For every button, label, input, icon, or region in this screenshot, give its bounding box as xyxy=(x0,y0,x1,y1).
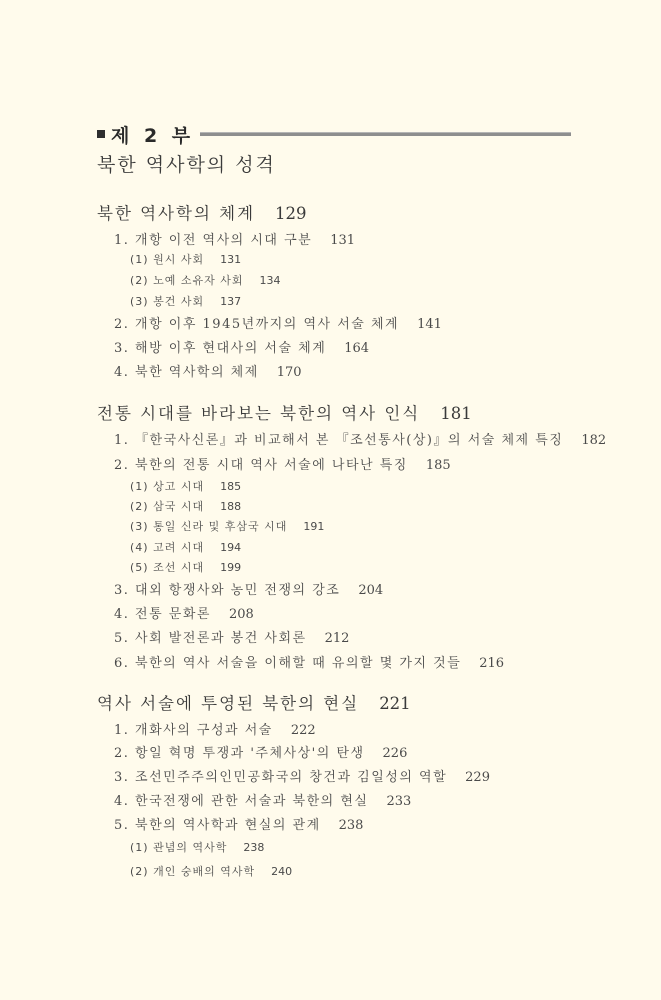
toc-entry-section xyxy=(114,652,504,671)
toc-page-number: 129 xyxy=(275,204,307,223)
toc-entry-title: (3) 봉건 사회 xyxy=(130,295,205,308)
toc-entry-chapter xyxy=(97,690,411,714)
toc-page-number: 216 xyxy=(479,656,505,671)
toc-page-number: 233 xyxy=(386,794,412,809)
toc-page-number: 221 xyxy=(379,694,411,713)
toc-entry-title: (4) 고려 시대 xyxy=(130,541,205,554)
toc-entry-title: 역사 서술에 투영된 북한의 현실 xyxy=(97,694,360,713)
toc-page-number: 185 xyxy=(220,480,242,493)
toc-entry-chapter xyxy=(97,400,472,424)
toc-entry-sub xyxy=(130,559,241,575)
toc-entry-sub xyxy=(130,498,241,514)
toc-entry-section xyxy=(114,719,316,738)
toc-page-number: 131 xyxy=(220,253,242,266)
toc-page-number: 229 xyxy=(465,770,490,785)
toc-entry-sub xyxy=(130,839,264,855)
toc-entry-title: 3. 해방 이후 현대사의 서술 체계 xyxy=(114,341,327,356)
toc-page-number: 204 xyxy=(358,583,384,598)
toc-entry-section xyxy=(114,627,349,646)
toc-entry-title: 4. 한국전쟁에 관한 서술과 북한의 현실 xyxy=(114,794,369,809)
header-rule xyxy=(200,132,571,136)
toc-page-number: 238 xyxy=(338,818,364,833)
toc-page-number: 191 xyxy=(303,520,325,533)
toc-page-number: 170 xyxy=(276,365,302,380)
toc-entry-title: 5. 사회 발전론과 봉건 사회론 xyxy=(114,631,307,646)
part-label: 제 2 부 xyxy=(111,124,195,147)
toc-entry-title: 1. 『한국사신론』과 비교해서 본 『조선통사(상)』의 서술 체제 특징 xyxy=(114,433,564,448)
toc-entry-title: 전통 시대를 바라보는 북한의 역사 인식 xyxy=(97,404,421,423)
toc-entry-title: (2) 삼국 시대 xyxy=(130,500,205,513)
toc-page-number: 226 xyxy=(382,746,408,761)
toc-page-number: 238 xyxy=(243,841,265,854)
toc-entry-sub xyxy=(130,539,241,555)
toc-entry-title: 4. 전통 문화론 xyxy=(114,607,211,622)
toc-entry-title: (1) 상고 시대 xyxy=(130,480,205,493)
toc-entry-section xyxy=(114,742,407,761)
square-bullet-icon xyxy=(97,130,105,138)
toc-entry-chapter xyxy=(97,200,307,224)
toc-page-number: 199 xyxy=(220,561,242,574)
toc-entry-title: 2. 개항 이후 1945년까지의 역사 서술 체계 xyxy=(114,317,400,332)
toc-entry-title: 2. 항일 혁명 투쟁과 '주체사상'의 탄생 xyxy=(114,746,365,761)
toc-entry-section xyxy=(114,579,383,598)
toc-entry-title: 1. 개화사의 구성과 서술 xyxy=(114,723,273,738)
toc-entry-title: (2) 노예 소유자 사회 xyxy=(130,274,244,287)
toc-entry-title: 2. 북한의 전통 시대 역사 서술에 나타난 특징 xyxy=(114,458,408,473)
toc-entry-sub xyxy=(130,863,292,879)
toc-entry-section xyxy=(114,766,490,785)
toc-entry-sub xyxy=(130,251,241,267)
toc-entry-title: 1. 개항 이전 역사의 시대 구분 xyxy=(114,233,313,248)
toc-page-number: 181 xyxy=(440,404,472,423)
toc-page-number: 194 xyxy=(220,541,242,554)
toc-page-number: 222 xyxy=(290,723,316,738)
toc-page-number: 131 xyxy=(330,233,356,248)
toc-page-number: 208 xyxy=(228,607,254,622)
toc-entry-section xyxy=(114,790,411,809)
toc-entry-title: 3. 조선민주주의인민공화국의 창건과 김일성의 역할 xyxy=(114,770,448,785)
toc-entry-title: (3) 통일 신라 및 후삼국 시대 xyxy=(130,520,288,533)
toc-page-number: 212 xyxy=(324,631,350,646)
toc-entry-section xyxy=(114,361,302,380)
toc-entry-title: (5) 조선 시대 xyxy=(130,561,205,574)
toc-page-number: 185 xyxy=(425,458,451,473)
toc-page-number: 141 xyxy=(417,317,442,332)
toc-entry-section xyxy=(114,229,355,248)
toc-entry-sub xyxy=(130,478,241,494)
toc-entry-sub xyxy=(130,293,241,309)
part-header xyxy=(97,122,571,146)
toc-entry-section xyxy=(114,814,363,833)
toc-entry-sub xyxy=(130,272,280,288)
toc-page-number: 164 xyxy=(344,341,370,356)
toc-entry-section xyxy=(114,429,606,448)
toc-entry-title: (1) 관념의 역사학 xyxy=(130,841,228,854)
toc-page-number: 134 xyxy=(259,274,281,287)
toc-entry-section xyxy=(114,454,451,473)
toc-entry-title: (2) 개인 숭배의 역사학 xyxy=(130,865,256,878)
toc-entry-title: 3. 대외 항쟁사와 농민 전쟁의 강조 xyxy=(114,583,341,598)
toc-page-number: 182 xyxy=(581,433,607,448)
toc-page-number: 240 xyxy=(271,865,293,878)
toc-entry-section xyxy=(114,313,442,332)
toc-entry-sub xyxy=(130,518,324,534)
toc-page-number: 188 xyxy=(220,500,242,513)
toc-entry-title: 4. 북한 역사학의 체제 xyxy=(114,365,259,380)
toc-entry-title: 5. 북한의 역사학과 현실의 관계 xyxy=(114,818,321,833)
toc-entry-title: 북한 역사학의 체계 xyxy=(97,204,256,223)
toc-entry-title: 6. 북한의 역사 서술을 이해할 때 유의할 몇 가지 것들 xyxy=(114,656,462,671)
toc-entry-title: (1) 원시 사회 xyxy=(130,253,205,266)
toc-page-number: 137 xyxy=(220,295,242,308)
toc-entry-section xyxy=(114,337,369,356)
part-title: 북한 역사학의 성격 xyxy=(97,154,276,176)
toc-entry-section xyxy=(114,603,254,622)
